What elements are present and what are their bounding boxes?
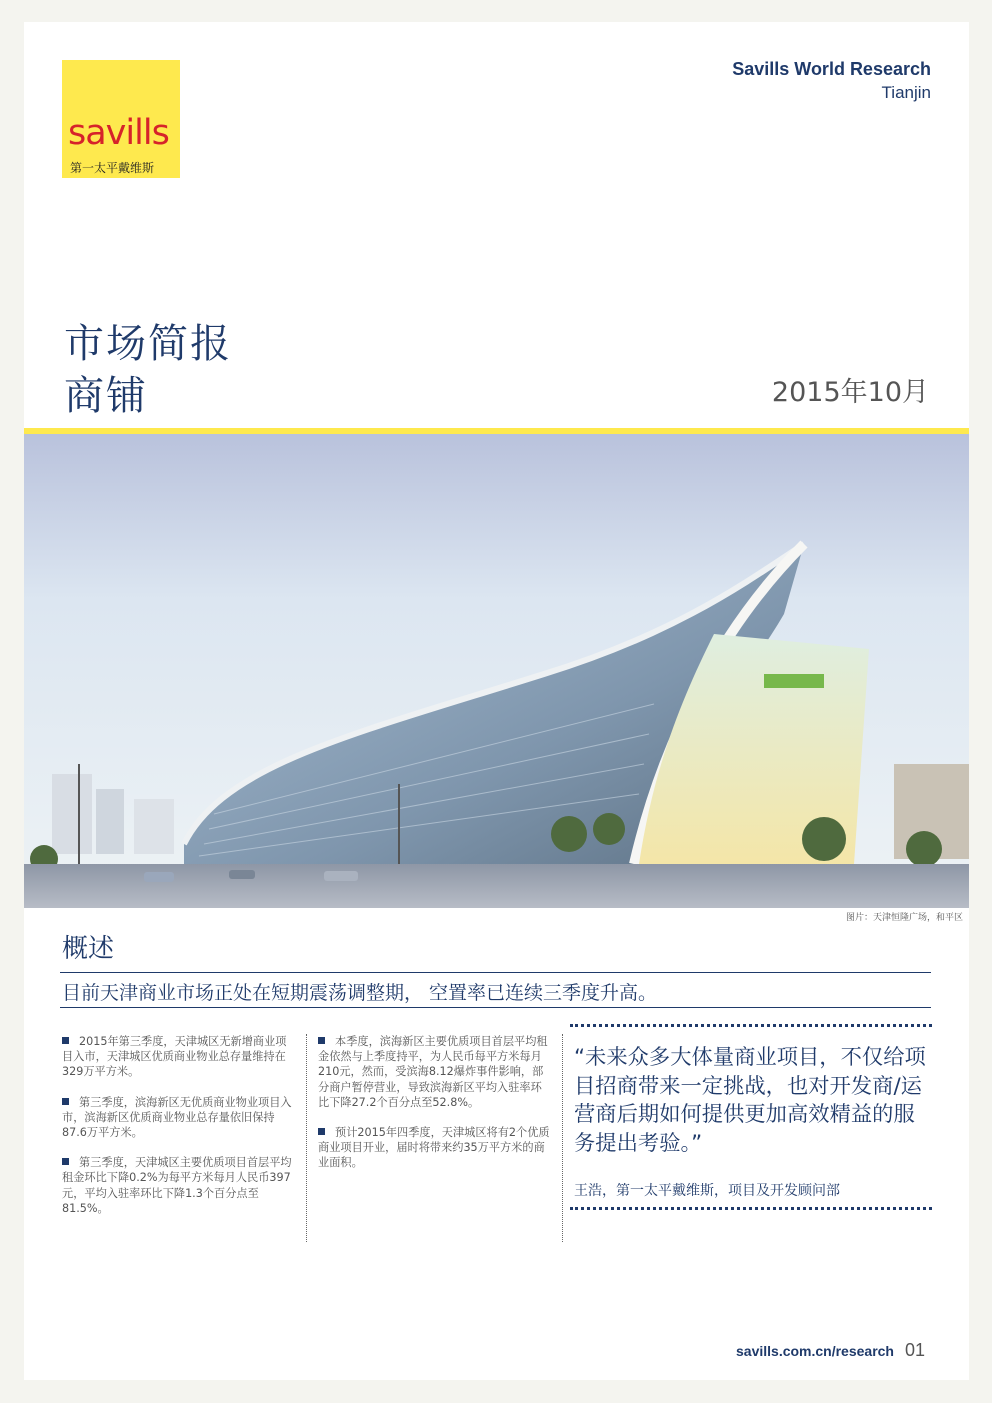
column-divider [306,1034,307,1242]
pull-quote [570,1024,932,1214]
middle-column [318,1034,550,1186]
brand-city: Tianjin [881,83,931,102]
quote-text: “未来众多大体量商业项目，不仅给项目招商带来一定挑战，也对开发商/运营商后期如何提供更加高效精益的服务提出考验。” [574,1045,926,1156]
logo-wordmark: savills [68,113,169,153]
overview-bottom-rule [60,1007,931,1008]
report-title: 市场简报 [64,321,232,367]
bullet-paragraph: 2015年第三季度，天津城区无新增商业项目入市，天津城区优质商业物业总存量维持在329万平方米。 [62,1035,287,1079]
quote-bottom-dots [570,1207,932,1210]
quote-attribution: 王浩，第一太平戴维斯，项目及开发顾问部 [574,1183,840,1199]
overview-heading: 概述 [62,934,115,964]
savills-logo [62,60,180,178]
brand-title: Savills World Research [732,59,931,79]
bullet-icon [62,1098,69,1105]
bullet-paragraph: 预计2015年四季度，天津城区将有2个优质商业项目开业，届时将带来约35万平方米的商业面积。 [318,1126,550,1170]
overview-summary: 目前天津商业市场正处在短期震荡调整期， 空置率已连续三季度升高。 [62,982,658,1004]
report-date: 2015年10月 [771,377,929,408]
footer-url-link[interactable]: savills.com.cn/research [736,1343,894,1359]
left-column [62,1034,294,1231]
bullet-paragraph: 第三季度，天津城区主要优质项目首层平均租金环比下降0.2%为每平方米每月人民币397元，平均入驻率环比下降1.3个百分点至81.5%。 [62,1156,292,1215]
cover-photo [24,434,969,908]
report-page [24,22,969,1380]
bullet-icon [62,1158,69,1165]
photo-caption: 图片：天津恒隆广场，和平区 [845,913,963,923]
bullet-icon [318,1037,325,1044]
logo-chinese-name: 第一太平戴维斯 [70,161,155,175]
report-subtitle: 商铺 [64,373,148,419]
bullet-paragraph: 第三季度，滨海新区无优质商业物业项目入市，滨海新区优质商业物业总存量依旧保持87.6万平方米。 [62,1095,292,1140]
overview-top-rule [60,972,931,973]
page-number: 01 [904,1340,925,1360]
bullet-paragraph: 本季度，滨海新区主要优质项目首层平均租金依然与上季度持平，为人民币每平方米每月210元，然而，受滨海8.12爆炸事件影响，部分商户暂停营业，导致滨海新区平均入驻率环比下降27.2个百分点至52.8%。 [318,1035,548,1109]
quote-top-dots [570,1024,932,1027]
bullet-icon [62,1037,69,1044]
column-divider [562,1034,563,1242]
bullet-icon [318,1128,325,1135]
